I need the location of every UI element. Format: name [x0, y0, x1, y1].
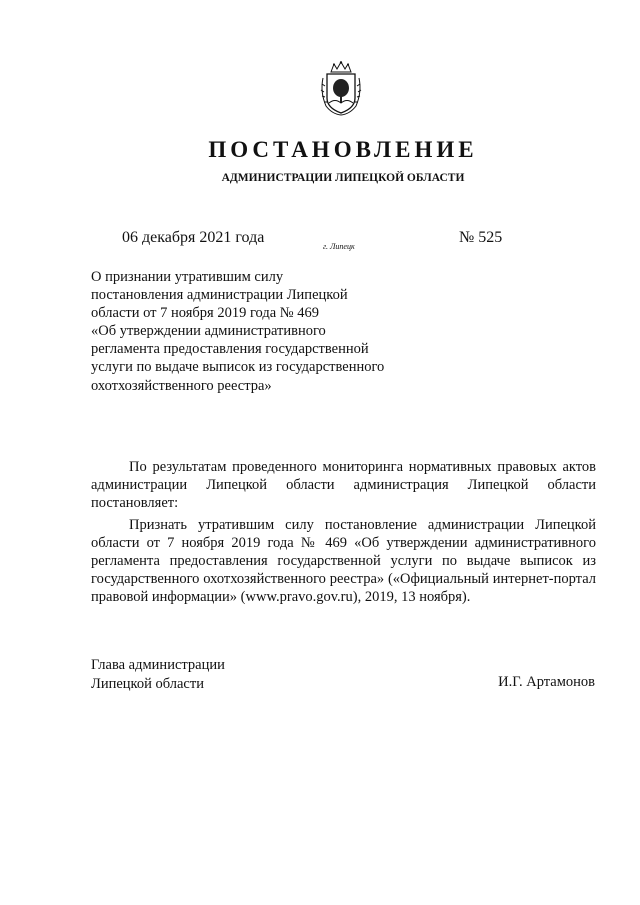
document-date: 06 декабря 2021 года	[122, 229, 265, 246]
document-body	[91, 458, 596, 610]
issuer-title: АДМИНИСТРАЦИИ ЛИПЕЦКОЙ ОБЛАСТИ	[221, 172, 465, 184]
document-place: г. Липецк	[323, 242, 355, 251]
heading-line: услуги по выдаче выписок из государственного	[91, 359, 385, 376]
body-paragraph-decision: Признать утратившим силу постановление администрации Липецкой области от 7 ноября 2019 года № 469 «Об утверждении административного регламента предоставления государственной услуги по выдаче выписок из государственного охотхозяйственного реестра» («Официальный интернет-портал правовой информации» (www.pravo.gov.ru), 2019, 13 ноября).	[91, 516, 596, 606]
heading-line: охотхозяйственного реестра»	[91, 377, 272, 394]
heading-line: «Об утверждении административного	[91, 323, 326, 340]
document-title: ПОСТАНОВЛЕНИЕ	[208, 137, 478, 162]
signatory-position-line1: Глава администрации	[91, 657, 225, 673]
heading-line: постановления администрации Липецкой	[91, 287, 348, 304]
signatory-position-line2: Липецкой области	[91, 675, 204, 692]
heading-line: О признании утратившим силу	[91, 269, 284, 285]
body-paragraph-preamble: По результатам проведенного мониторинга нормативных правовых актов администрации Липецкой области администрация Липецкой области постановляет:	[91, 459, 596, 512]
heading-line: области от 7 ноября 2019 года № 469	[91, 305, 320, 322]
document-number: № 525	[459, 229, 503, 246]
document-heading	[91, 268, 431, 395]
heading-line: регламента предоставления государственной	[91, 341, 369, 358]
signatory-name: И.Г. Артамонов	[498, 674, 595, 690]
signatory-position	[91, 656, 225, 693]
coat-of-arms-icon	[318, 60, 364, 116]
